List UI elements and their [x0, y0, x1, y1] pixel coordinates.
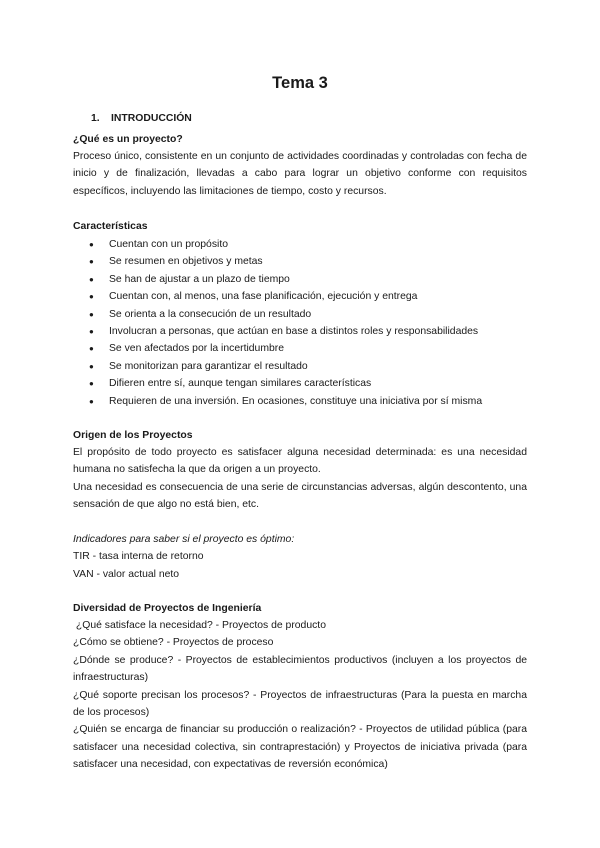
list-item: ¿Cómo se obtiene? - Proyectos de proceso	[73, 637, 274, 649]
origin-heading: Origen de los Proyectos	[73, 430, 193, 441]
indicator-tir: TIR - tasa interna de retorno	[73, 551, 204, 562]
diversity-list	[73, 617, 527, 774]
list-item: ● Cuentan con, al menos, una fase planificación, ejecución y entrega	[73, 288, 527, 305]
origin-paragraph-2	[73, 479, 527, 514]
list-item: ¿Qué satisface la necesidad? - Proyectos de producto	[73, 620, 326, 631]
list-item: ● Cuentan con un propósito	[73, 236, 527, 253]
list-item: ● Se resumen en objetivos y metas	[73, 253, 527, 270]
list-item: ● Se han de ajustar a un plazo de tiempo	[73, 271, 527, 288]
list-item: ● Requieren de una inversión. En ocasiones, constituye una iniciativa por sí misma	[73, 393, 527, 410]
list-item: ● Involucran a personas, que actúan en base a distintos roles y responsabilidades	[73, 323, 527, 340]
section-heading	[73, 110, 527, 127]
definition-text: Proceso único, consistente en un conjunto de actividades coordinadas y controladas con fecha de inicio y de finalización, llevadas a cabo para lograr un objetivo conforme con requisitos específicos, incluyendo las limitaciones de tiempo, costo y recursos.	[73, 151, 527, 197]
list-item: ● Difieren entre sí, aunque tengan similares características	[73, 375, 527, 392]
origin-text-2: Una necesidad es consecuencia de una serie de circunstancias adversas, algún descontento, una sensación de que algo no está bien, etc.	[73, 482, 527, 511]
origin-text-1: El propósito de todo proyecto es satisfacer alguna necesidad determinada: es una necesidad humana no satisfecha la que da origen a un proyecto.	[73, 447, 527, 476]
section-title: INTRODUCCIÓN	[111, 113, 192, 124]
question-heading: ¿Qué es un proyecto?	[73, 134, 183, 145]
list-item: ¿Qué soporte precisan los procesos? - Proyectos de infraestructuras (Para la puesta en marcha de los procesos)	[73, 689, 527, 719]
diversity-heading: Diversidad de Proyectos de Ingeniería	[73, 603, 262, 614]
definition-paragraph	[73, 148, 527, 200]
characteristics-list	[73, 236, 527, 410]
characteristics-heading: Características	[73, 221, 148, 232]
page-title: Tema 3	[272, 74, 328, 92]
origin-paragraph-1	[73, 444, 527, 479]
list-item: ● Se ven afectados por la incertidumbre	[73, 340, 527, 357]
section-number: 1.	[91, 113, 100, 124]
list-item: ● Se orienta a la consecución de un resultado	[73, 306, 527, 323]
indicator-van: VAN - valor actual neto	[73, 569, 180, 580]
list-item: ● Se monitorizan para garantizar el resultado	[73, 358, 527, 375]
list-item: ¿Dónde se produce? - Proyectos de establecimientos productivos (incluyen a los proyectos de infraestructuras)	[73, 654, 527, 684]
indicators-heading: Indicadores para saber si el proyecto es óptimo:	[73, 534, 295, 545]
list-item: ¿Quién se encarga de financiar su producción o realización? - Proyectos de utilidad pública (para satisfacer una necesidad colectiva, sin contraprestación) y Proyectos de iniciativa privada (para satisfacer una necesidad, con expectativas de reversión económica)	[73, 724, 527, 771]
